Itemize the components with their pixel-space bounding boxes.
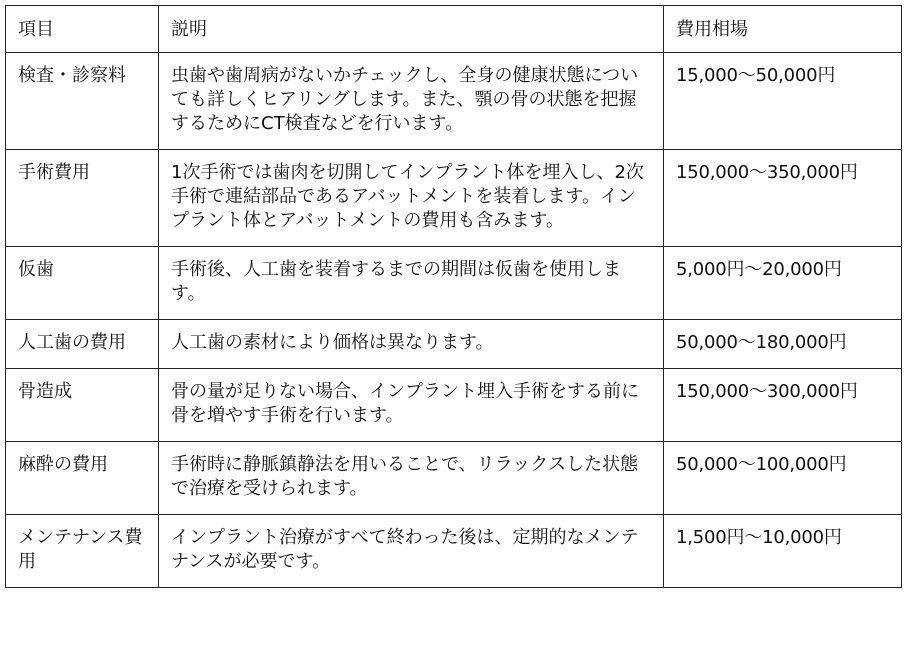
row-item: 骨造成: [6, 369, 159, 442]
header-price: 費用相場: [664, 6, 902, 53]
table-row: [6, 320, 902, 369]
table-row: [6, 247, 902, 320]
row-price: 50,000～100,000円: [664, 442, 902, 515]
row-price: 5,000円～20,000円: [664, 247, 902, 320]
row-item: 麻酔の費用: [6, 442, 159, 515]
implant-cost-table: [5, 5, 902, 588]
table-row: [6, 369, 902, 442]
row-item: 人工歯の費用: [6, 320, 159, 369]
row-description: 手術後、人工歯を装着するまでの期間は仮歯を使用します。: [159, 247, 664, 320]
row-description: 人工歯の素材により価格は異なります。: [159, 320, 664, 369]
header-item: 項目: [6, 6, 159, 53]
row-item: メンテナンス費用: [6, 515, 159, 588]
table-row: [6, 515, 902, 588]
row-price: 150,000～300,000円: [664, 369, 902, 442]
row-price: 1,500円～10,000円: [664, 515, 902, 588]
table-header-row: [6, 6, 902, 53]
row-description: 1次手術では歯肉を切開してインプラント体を埋入し、2次手術で連結部品であるアバットメントを装着します。インプラント体とアバットメントの費用も含みます。: [159, 150, 664, 247]
row-item: 手術費用: [6, 150, 159, 247]
row-item: 仮歯: [6, 247, 159, 320]
row-description: 骨の量が足りない場合、インプラント埋入手術をする前に骨を増やす手術を行います。: [159, 369, 664, 442]
table-row: [6, 442, 902, 515]
row-description: 虫歯や歯周病がないかチェックし、全身の健康状態についても詳しくヒアリングします。また、顎の骨の状態を把握するためにCT検査などを行います。: [159, 53, 664, 150]
table-row: [6, 150, 902, 247]
header-description: 説明: [159, 6, 664, 53]
row-price: 50,000～180,000円: [664, 320, 902, 369]
table-row: [6, 53, 902, 150]
row-price: 150,000～350,000円: [664, 150, 902, 247]
row-price: 15,000～50,000円: [664, 53, 902, 150]
row-description: 手術時に静脈鎮静法を用いることで、リラックスした状態で治療を受けられます。: [159, 442, 664, 515]
row-item: 検査・診察料: [6, 53, 159, 150]
row-description: インプラント治療がすべて終わった後は、定期的なメンテナンスが必要です。: [159, 515, 664, 588]
